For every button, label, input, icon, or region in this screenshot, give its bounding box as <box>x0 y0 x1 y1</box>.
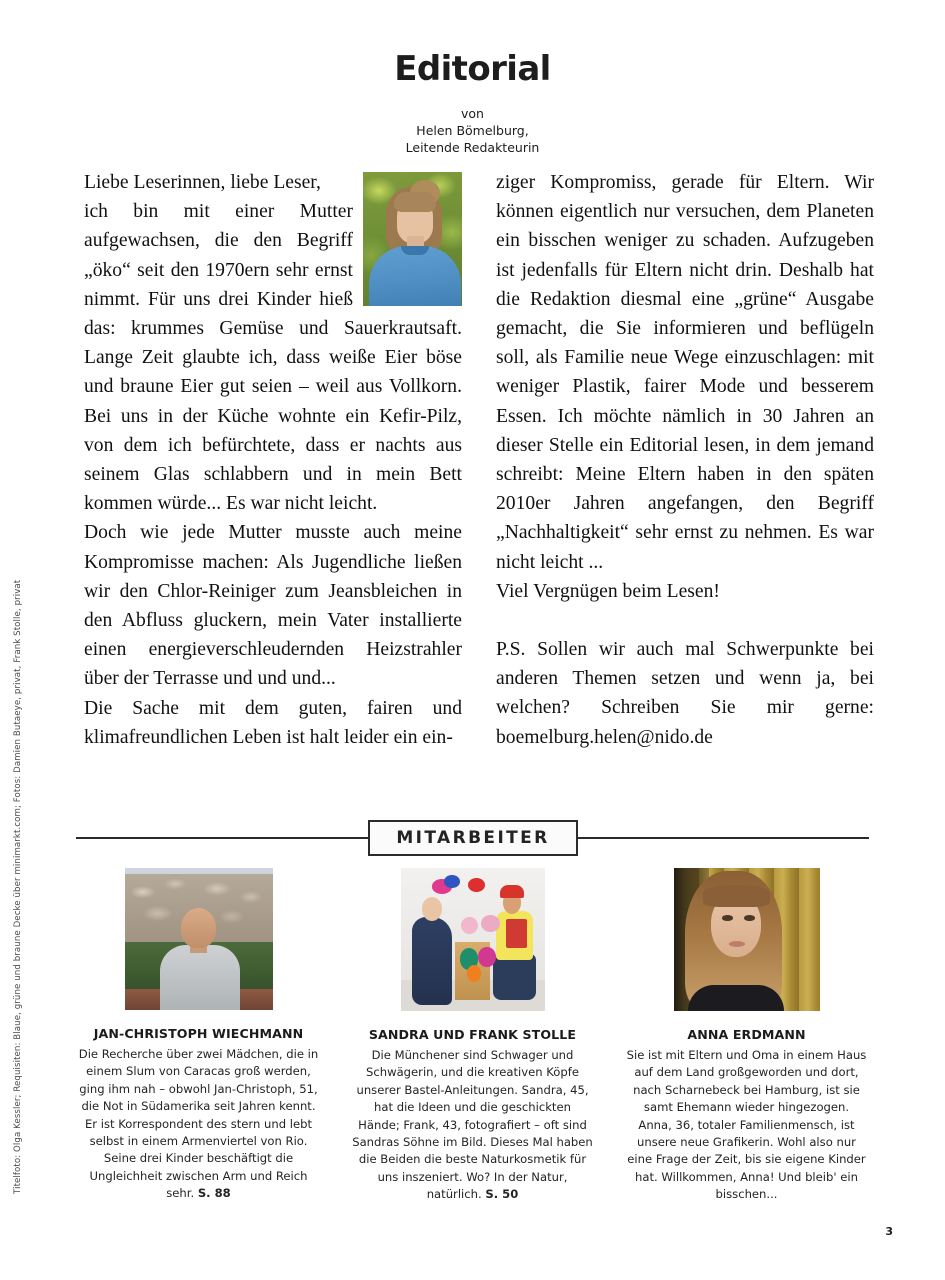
contributor-bio-text: Die Münchener sind Schwager und Schwägerin, und die kreativen Köpfe unserer Bastel-Anleitungen. Sandra, 45, hat die Ideen und die geschickten Hände; Frank, 43, fotografiert – oft sind Sandras Söhne im Bild. Dieses Mal haben die Beiden die beste Naturkosmetik für uns inszeniert. Wo? In der Natur, natürlich. <box>352 1048 593 1202</box>
divider-rule-left <box>76 837 373 839</box>
contributor-bio-text: Die Recherche über zwei Mädchen, die in einem Slum von Caracas groß werden, ging ihm nah – obwohl Jan-Christoph, 51, die Not in Südamerika seit Jahren kennt. Er ist Korrespondent des stern und lebt selbst in einem Armenviertel von Rio. Seine drei Kinder beschäftigt die Ungleichheit zwischen Arm und Reich sehr. <box>78 1047 319 1201</box>
byline-prefix: von <box>461 106 484 121</box>
contributors-list <box>76 868 869 1204</box>
contributors-heading-label: MITARBEITER <box>396 828 550 848</box>
contributor-photo-sandra-und-frank-stolle <box>401 868 545 1011</box>
article-paragraph: ich bin mit einer Mutter aufgewachsen, die den Begriff „öko“ seit den 1970ern sehr ernst nimmt. Für uns drei Kinder hieß das: krummes Gemüse und Sauerkrautsaft. Lange Zeit glaubte ich, dass weiße Eier böse und braune Eier gut seien – weil aus Vollkorn. Bei uns in der Küche wohnte ein Kefir-Pilz, von dem ich befürchtete, dass er nachts aus seinem Glas schlabbern und in mein Bett kommen würde... Es war nicht leicht. <box>84 201 462 515</box>
contributor-name: ANNA ERDMANN <box>687 1027 806 1042</box>
page-title: Editorial <box>394 49 551 89</box>
contributor-bio-text: Sie ist mit Eltern und Oma in einem Haus auf dem Land großgeworden und dort, nach Scharnebeck bei Hamburg, ist sie samt Ehemann wieder hingezogen. Anna, 36, totaler Familienmensch, ist unsere neue Grafikerin. Wohl also nur eine Frage der Zeit, bis sie eigene Kinder hat. Willkommen, Anna! Und bleib' ein bisschen... <box>626 1048 867 1202</box>
article-column-right <box>496 168 874 752</box>
contributor-name: SANDRA UND FRANK STOLLE <box>368 1027 577 1042</box>
contributor-name: JAN-CHRISTOPH WIECHMANN <box>93 1026 304 1041</box>
article-body <box>84 168 874 768</box>
article-column-left <box>84 168 462 752</box>
contributor-card <box>350 868 595 1204</box>
masthead <box>0 49 945 156</box>
byline-author-role: Leitende Redakteurin <box>405 140 540 155</box>
byline-author-name: Helen Bömelburg, <box>416 123 529 138</box>
contributor-bio <box>350 1047 595 1204</box>
contributor-card <box>76 868 321 1204</box>
article-paragraph: Die Sache mit dem guten, fairen und klimafreundlichen Leben ist halt leider ein ein- <box>84 697 462 748</box>
article-paragraph-spacer <box>496 606 874 635</box>
contributor-photo-anna-erdmann <box>674 868 820 1011</box>
article-paragraph-salutation: Liebe Leserinnen, liebe Leser, <box>84 172 321 193</box>
photo-credit: Titelfoto: Olga Kessler; Requisiten: Blaue, grüne und braune Decke über minimarkt.com; Fotos: Damien Butaeye, privat, Frank Stolle, privat <box>13 579 23 1194</box>
contributor-page-ref[interactable]: S. 50 <box>485 1187 519 1202</box>
article-paragraph: ziger Kompromiss, gerade für Eltern. Wir können eigentlich nur versuchen, dem Planeten ein bisschen weniger zu schaden. Aufzugeben ist jedenfalls für Eltern nicht drin. Deshalb hat die Redaktion diesmal eine „grüne“ Ausgabe gemacht, die Sie informieren und beflügeln soll, als Familie neue Wege einzuschlagen: mit weniger Plastik, fairer Mode und besserem Essen. Ich möchte nämlich in 30 Jahren an dieser Stelle ein Editorial lesen, in dem jemand schreibt: Meine Eltern haben in den späten 2010er Jahren angefangen, den Begriff „Nachhaltigkeit“ sehr ernst zu nehmen. Es war nicht leicht ... <box>496 172 874 573</box>
contributors-heading-box <box>368 820 578 856</box>
divider-rule-right <box>572 837 869 839</box>
article-paragraph: Doch wie jede Mutter musste auch meine Kompromisse machen: Als Jugendliche ließen wir den Chlor-Reiniger zum Jeansbleichen in den Abfluss gluckern, mein Vater installierte einen energieverschleudernden Heizstrahler über der Terrasse und und und... <box>84 522 462 690</box>
contributor-card <box>624 868 869 1204</box>
article-paragraph-closing: Viel Vergnügen beim Lesen! <box>496 580 720 602</box>
article-paragraph-postscript: P.S. Sollen wir auch mal Schwerpunkte bei anderen Themen setzen und wenn ja, bei welchen? Schreiben Sie mir gerne: boemelburg.helen@nido.de <box>496 639 874 748</box>
contributor-photo-jan-christoph-wiechmann <box>125 868 273 1010</box>
page-number: 3 <box>885 1225 893 1238</box>
editor-portrait-photo <box>363 172 462 306</box>
contributor-page-ref[interactable]: S. 88 <box>197 1186 231 1201</box>
contributors-divider <box>76 820 869 856</box>
contributor-bio <box>624 1047 869 1204</box>
contributor-bio <box>76 1046 321 1203</box>
